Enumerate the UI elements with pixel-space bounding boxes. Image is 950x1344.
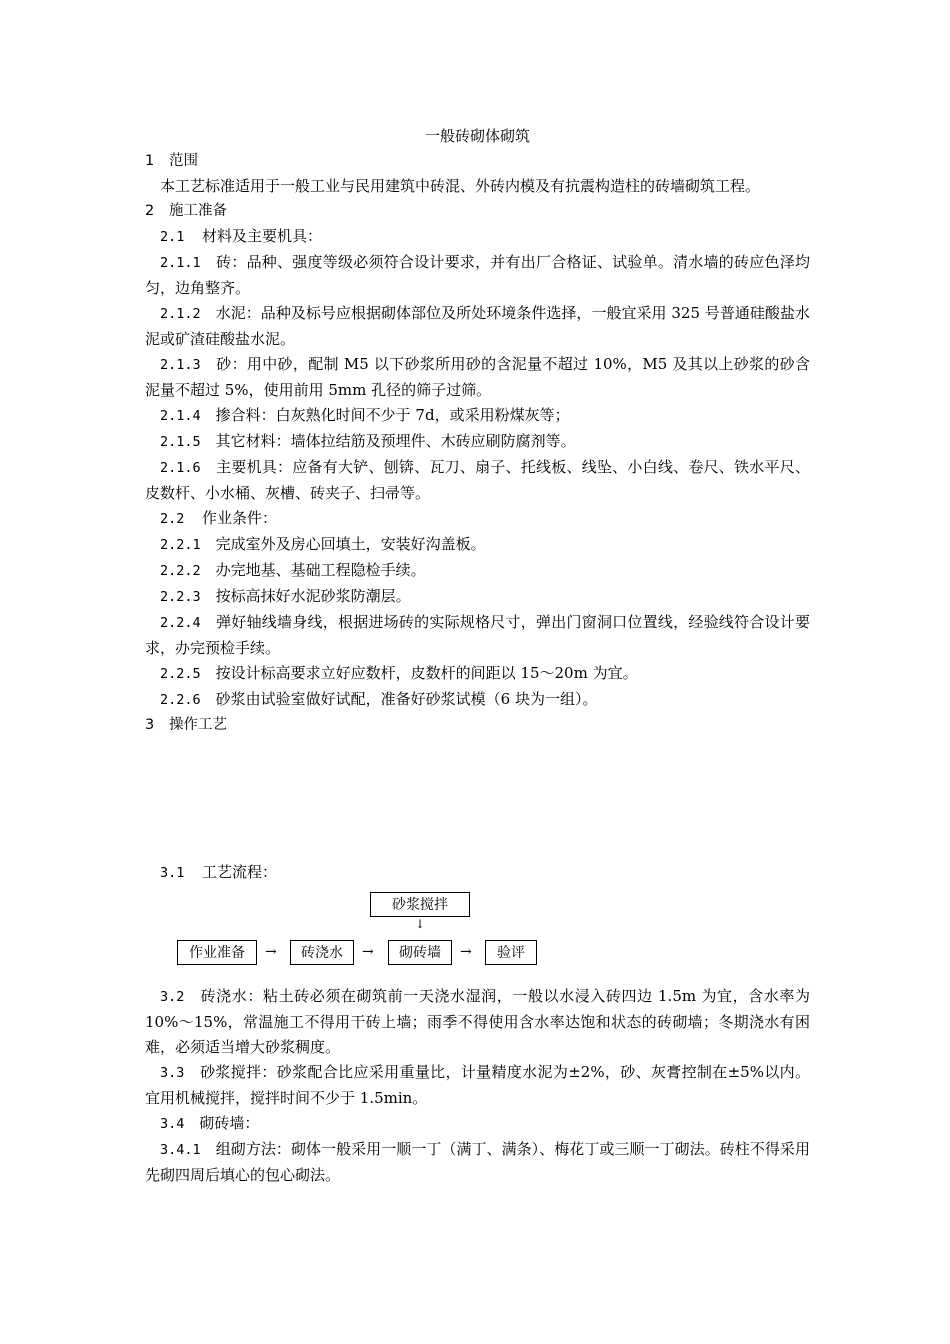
item-number: 3.4 xyxy=(160,1116,185,1132)
numbered-paragraph xyxy=(145,610,810,661)
item-number: 2.2.4 xyxy=(160,615,201,631)
process-flowchart xyxy=(145,892,810,984)
section-title: 范围 xyxy=(169,153,198,169)
numbered-paragraph xyxy=(145,558,810,584)
item-text: 办完地基、基础工程隐检手续。 xyxy=(215,561,426,579)
section-1-body: 本工艺标准适用于一般工业与民用建筑中砖混、外砖内模及有抗震构造柱的砖墙砌筑工程。 xyxy=(160,177,761,195)
section-3-heading xyxy=(145,713,810,738)
item-number: 3.1 xyxy=(160,865,185,881)
item-text: 砖浇水：粘土砖必须在砌筑前一天浇水湿润，一般以水浸入砖四边 1.5m 为宜，含水率为 10%～15%，常温施工不得用干砖上墙；雨季不得使用含水率达饱和状态的砖砌墙；冬期浇水有困难，必须适当增大砂浆稠度。 xyxy=(145,987,810,1056)
item-number: 3.3 xyxy=(160,1065,185,1081)
item-text: 掺合料：白灰熟化时间不少于 7d，或采用粉煤灰等； xyxy=(215,406,570,424)
subsection-2-2 xyxy=(145,506,810,532)
items-2-2 xyxy=(145,532,810,713)
flow-box-evaluation: 验评 xyxy=(485,940,537,965)
item-text: 材料及主要机具： xyxy=(202,227,323,245)
numbered-paragraph xyxy=(145,455,810,506)
section-title: 操作工艺 xyxy=(169,717,227,733)
down-arrow-icon: ↓ xyxy=(415,917,426,931)
item-number: 2.2.3 xyxy=(160,589,201,605)
numbered-paragraph xyxy=(145,584,810,610)
item-number: 2.2.2 xyxy=(160,563,201,579)
flow-box-brick-laying: 砌砖墙 xyxy=(388,940,452,965)
right-arrow-icon: → xyxy=(265,944,277,960)
item-text: 工艺流程： xyxy=(202,863,278,881)
right-arrow-icon: → xyxy=(460,944,472,960)
item-number: 3.2 xyxy=(160,989,185,1005)
numbered-paragraph xyxy=(145,532,810,558)
item-number: 2.2.1 xyxy=(160,537,201,553)
item-number: 3.4.1 xyxy=(160,1142,201,1158)
item-text: 其它材料：墙体拉结筋及预埋件、木砖应刷防腐剂等。 xyxy=(215,432,576,450)
numbered-paragraph xyxy=(145,687,810,713)
item-text: 弹好轴线墙身线，根据进场砖的实际规格尺寸，弹出门窗洞口位置线，经验线符合设计要求，办完预检手续。 xyxy=(145,613,810,657)
item-text: 水泥：品种及标号应根据砌体部位及所处环境条件选择，一般宜采用 325 号普通硅酸盐水泥或矿渣硅酸盐水泥。 xyxy=(145,304,810,348)
numbered-paragraph xyxy=(145,429,810,455)
item-number: 2.1.3 xyxy=(160,357,201,373)
item-text: 按设计标高要求立好应数杆，皮数杆的间距以 15～20m 为宜。 xyxy=(215,664,638,682)
item-text: 砂：用中砂，配制 M5 以下砂浆所用砂的含泥量不超过 10%，M5 及其以上砂浆的砂含泥量不超过 5%，使用前用 5mm 孔径的筛子过筛。 xyxy=(145,355,810,399)
item-text: 砂浆由试验室做好试配，准备好砂浆试模（6 块为一组）。 xyxy=(215,690,598,708)
subsection-3-1 xyxy=(145,860,810,886)
item-text: 砖：品种、强度等级必须符合设计要求，并有出厂合格证、试验单。清水墙的砖应色泽均匀，边角整齐。 xyxy=(145,253,810,297)
numbered-paragraph xyxy=(145,661,810,687)
section-number: 2 xyxy=(145,203,155,219)
item-text: 按标高抹好水泥砂浆防潮层。 xyxy=(215,587,411,605)
item-number: 2.1.2 xyxy=(160,306,201,322)
right-arrow-icon: → xyxy=(362,944,374,960)
item-text: 完成室外及房心回填土，安装好沟盖板。 xyxy=(215,535,486,553)
flow-box-brick-watering: 砖浇水 xyxy=(290,940,354,965)
item-number: 2.1.6 xyxy=(160,460,201,476)
item-number: 2.1.1 xyxy=(160,255,201,271)
subsection-2-1 xyxy=(145,224,810,250)
numbered-paragraph xyxy=(145,984,810,1060)
numbered-paragraph xyxy=(145,250,810,301)
section-1-heading xyxy=(145,149,810,174)
item-number: 2.2 xyxy=(160,511,185,527)
items-3 xyxy=(145,984,810,1188)
flow-box-preparation: 作业准备 xyxy=(177,940,257,965)
item-text: 主要机具：应备有大铲、刨锛、瓦刀、扇子、托线板、线坠、小白线、卷尺、铁水平尺、皮数杆、小水桶、灰槽、砖夹子、扫帚等。 xyxy=(145,458,810,502)
section-number: 1 xyxy=(145,153,155,169)
doc-title: 一般砖砌体砌筑 xyxy=(424,127,530,145)
document-page xyxy=(145,124,810,1188)
item-number: 2.2.5 xyxy=(160,666,201,682)
section-2-heading xyxy=(145,199,810,224)
numbered-paragraph xyxy=(145,1060,810,1111)
item-text: 砂浆搅拌：砂浆配合比应采用重量比，计量精度水泥为±2%，砂、灰膏控制在±5%以内。宜用机械搅拌，搅拌时间不少于 1.5min。 xyxy=(145,1063,810,1107)
item-text: 作业条件： xyxy=(202,509,278,527)
numbered-paragraph xyxy=(145,352,810,403)
item-text: 砌砖墙： xyxy=(199,1114,260,1132)
item-number: 2.1.4 xyxy=(160,408,201,424)
section-title: 施工准备 xyxy=(169,203,227,219)
numbered-paragraph xyxy=(145,1111,810,1137)
section-number: 3 xyxy=(145,717,155,733)
numbered-paragraph xyxy=(145,1137,810,1188)
flow-box-mortar-mixing: 砂浆搅拌 xyxy=(370,892,470,917)
item-number: 2.2.6 xyxy=(160,692,201,708)
item-number: 2.1.5 xyxy=(160,434,201,450)
items-2-1 xyxy=(145,250,810,506)
item-text: 组砌方法：砌体一般采用一顺一丁（满丁、满条）、梅花丁或三顺一丁砌法。砖柱不得采用先砌四周后填心的包心砌法。 xyxy=(145,1140,810,1184)
numbered-paragraph xyxy=(145,403,810,429)
numbered-paragraph xyxy=(145,301,810,352)
item-number: 2.1 xyxy=(160,229,185,245)
